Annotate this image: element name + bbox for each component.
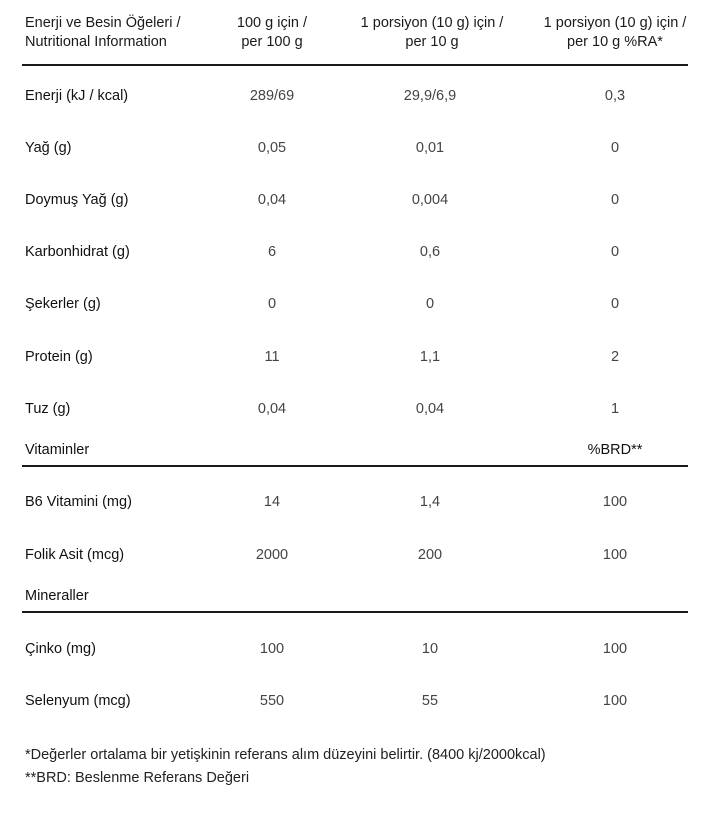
- value-per-100g: 0,05: [257, 140, 287, 156]
- row-label: Tuz (g): [25, 401, 71, 417]
- value-per-100g: 550: [259, 693, 285, 709]
- header-per-100g: 100 g için / per 100 g: [236, 15, 308, 50]
- value-ra: 100: [602, 494, 628, 510]
- row-label: B6 Vitamini (mg): [25, 494, 132, 510]
- header-per-portion: 1 porsiyon (10 g) için / per 10 g: [360, 15, 504, 50]
- value-ra: 0,3: [604, 88, 626, 104]
- table-row: [0, 545, 723, 565]
- row-label: Çinko (mg): [25, 641, 96, 657]
- value-ra: 100: [602, 641, 628, 657]
- header-divider: [22, 64, 688, 66]
- value-per-100g: 0,04: [257, 192, 287, 208]
- footnote-brd: **BRD: Beslenme Referans Değeri: [25, 770, 250, 786]
- value-per-portion: 1,1: [419, 349, 441, 365]
- header-per-portion-ra: 1 porsiyon (10 g) için / per 10 g %RA*: [543, 15, 687, 50]
- row-label: Yağ (g): [25, 140, 72, 156]
- value-per-portion: 1,4: [419, 494, 441, 510]
- value-per-100g: 14: [263, 494, 281, 510]
- row-label: Protein (g): [25, 349, 93, 365]
- value-per-100g: 6: [267, 244, 277, 260]
- value-ra: 100: [602, 693, 628, 709]
- value-per-portion: 0,04: [415, 401, 445, 417]
- value-ra: 100: [602, 547, 628, 563]
- row-label: Folik Asit (mcg): [25, 547, 125, 563]
- value-per-portion: 29,9/6,9: [403, 88, 457, 104]
- table-row: [0, 347, 723, 367]
- table-row: [0, 242, 723, 262]
- minerals-divider: [22, 611, 688, 613]
- value-per-portion: 55: [421, 693, 439, 709]
- row-label: Doymuş Yağ (g): [25, 192, 129, 208]
- value-per-portion: 0,6: [419, 244, 441, 260]
- row-label: Şekerler (g): [25, 296, 101, 312]
- value-ra: 0: [610, 244, 620, 260]
- brd-header: %BRD**: [587, 442, 643, 458]
- table-row: [0, 639, 723, 659]
- value-ra: 0: [610, 296, 620, 312]
- section-title-vitamins: Vitaminler: [25, 442, 90, 458]
- table-row: [0, 86, 723, 106]
- value-per-100g: 11: [264, 349, 280, 365]
- vitamins-divider: [22, 465, 688, 467]
- value-per-portion: 200: [417, 547, 443, 563]
- row-label: Selenyum (mcg): [25, 693, 131, 709]
- value-ra: 0: [610, 192, 620, 208]
- value-per-portion: 0,004: [411, 192, 449, 208]
- table-row: [0, 691, 723, 711]
- value-ra: 0: [610, 140, 620, 156]
- value-per-portion: 0,01: [415, 140, 445, 156]
- row-label: Karbonhidrat (g): [25, 244, 130, 260]
- table-row: [0, 138, 723, 158]
- footnote-reference-intake: *Değerler ortalama bir yetişkinin referans alım düzeyini belirtir. (8400 kj/2000kcal): [25, 747, 546, 763]
- table-row: [0, 399, 723, 419]
- row-label: Enerji (kJ / kcal): [25, 88, 129, 104]
- table-row: [0, 294, 723, 314]
- value-per-100g: 0: [267, 296, 277, 312]
- value-ra: 1: [610, 401, 620, 417]
- section-title-minerals: Mineraller: [25, 588, 89, 604]
- value-ra: 2: [610, 349, 620, 365]
- value-per-100g: 289/69: [249, 88, 295, 104]
- table-row: [0, 190, 723, 210]
- table-row: [0, 492, 723, 512]
- value-per-100g: 0,04: [257, 401, 287, 417]
- value-per-portion: 10: [421, 641, 439, 657]
- header-nutritional-info: Enerji ve Besin Öğeleri / Nutritional Information: [25, 15, 181, 50]
- value-per-100g: 100: [259, 641, 285, 657]
- value-per-100g: 2000: [255, 547, 289, 563]
- value-per-portion: 0: [425, 296, 435, 312]
